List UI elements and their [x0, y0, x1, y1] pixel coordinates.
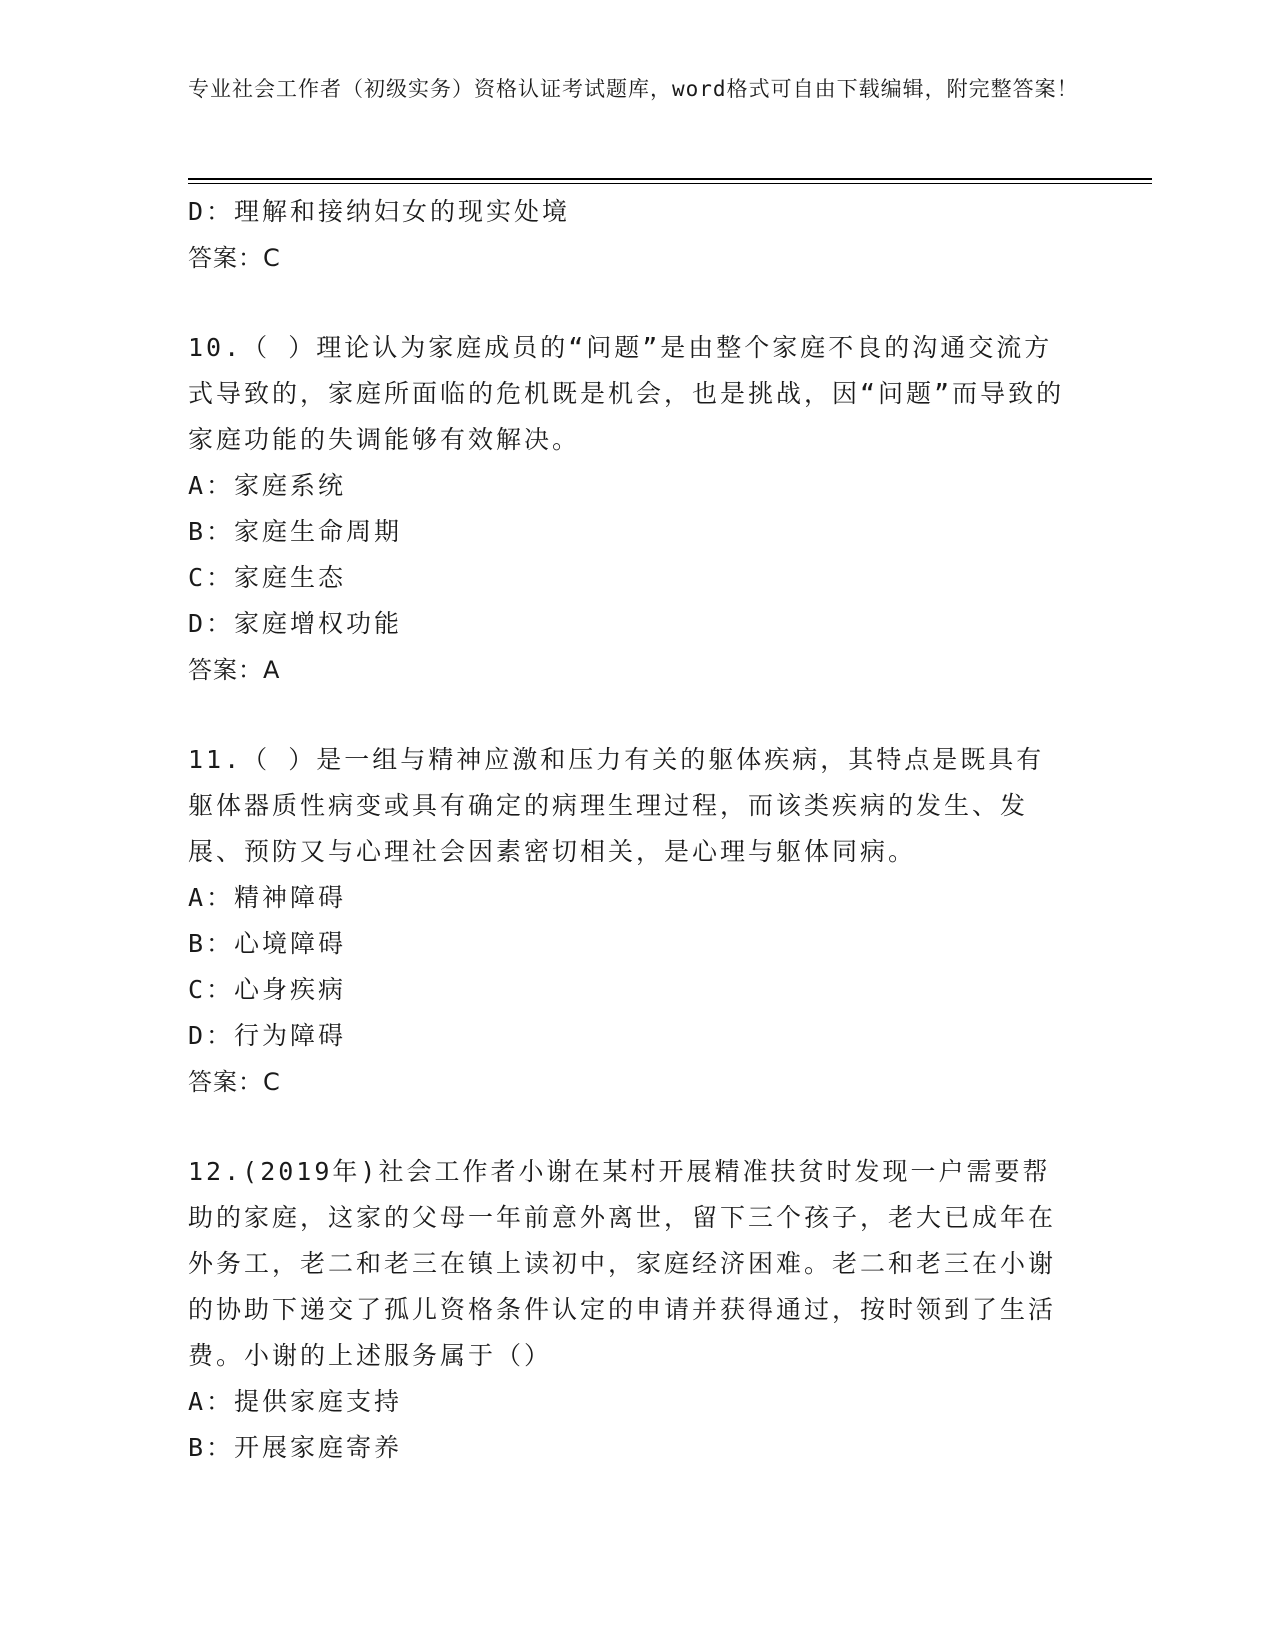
option-d: D：行为障碍 — [188, 1021, 347, 1050]
option-b: B：心境障碍 — [188, 929, 347, 958]
question-stem: 12.(2019年)社会工作者小谢在某村开展精准扶贫时发现一户需要帮助的家庭，这家的父母一年前意外离世，留下三个孩子，老大已成年在外务工，老二和老三在镇上读初中，家庭经济困难。老二和老三在小谢的协助下递交了孤儿资格条件认定的申请并获得通过，按时领到了生活费。小谢的上述服务属于（） — [188, 1157, 1057, 1370]
answer: 答案：A — [188, 656, 281, 684]
option-a: A：家庭系统 — [188, 471, 347, 500]
question-content — [188, 189, 1088, 1471]
question-stem: 11.（ ）是一组与精神应激和压力有关的躯体疾病，其特点是既具有躯体器质性病变或具有确定的病理生理过程，而该类疾病的发生、发展、预防又与心理社会因素密切相关，是心理与躯体同病。 — [188, 745, 1045, 866]
answer: 答案：C — [188, 244, 281, 272]
option-c: C：心身疾病 — [188, 975, 347, 1004]
question-10 — [188, 325, 1088, 693]
option-d: D：理解和接纳妇女的现实处境 — [188, 197, 571, 226]
option-c: C：家庭生态 — [188, 563, 347, 592]
header-divider-thick — [188, 178, 1152, 180]
option-a: A：精神障碍 — [188, 883, 347, 912]
option-b: B：开展家庭寄养 — [188, 1433, 403, 1462]
option-b: B：家庭生命周期 — [188, 517, 403, 546]
question-stem: 10.（ ）理论认为家庭成员的“问题”是由整个家庭不良的沟通交流方式导致的，家庭所面临的危机既是机会，也是挑战，因“问题”而导致的家庭功能的失调能够有效解决。 — [188, 333, 1065, 454]
page-header: 专业社会工作者（初级实务）资格认证考试题库，word格式可自由下载编辑，附完整答案！ — [188, 77, 1079, 101]
header-divider-thin — [188, 183, 1152, 184]
question-11 — [188, 737, 1088, 1105]
option-a: A：提供家庭支持 — [188, 1387, 403, 1416]
question-12 — [188, 1149, 1088, 1471]
option-d: D：家庭增权功能 — [188, 609, 403, 638]
answer: 答案：C — [188, 1068, 281, 1096]
